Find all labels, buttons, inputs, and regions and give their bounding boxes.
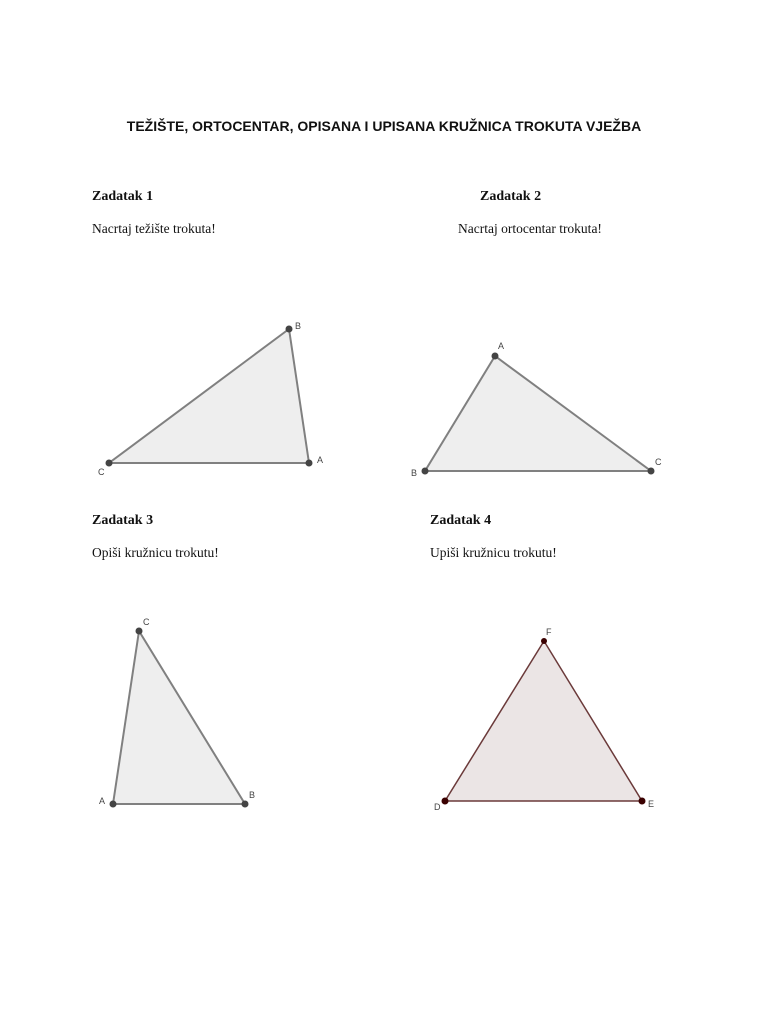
triangle-3-label-c: C: [143, 617, 150, 627]
triangle-2-label-c: C: [655, 457, 662, 467]
task-1-heading: Zadatak 1: [92, 189, 154, 204]
triangle-3-label-a: A: [99, 796, 106, 806]
triangle-4-label-e: E: [648, 799, 655, 809]
triangle-3-shape: [113, 631, 245, 804]
triangle-2-label-b: B: [411, 468, 418, 478]
triangle-1-point-c: [106, 460, 113, 467]
triangle-4: [434, 627, 654, 812]
triangle-1-label-a: A: [317, 455, 324, 465]
triangle-3-point-a: [110, 801, 117, 808]
triangle-1-point-a: [306, 460, 313, 467]
triangle-4-shape: [445, 641, 642, 801]
triangle-3-point-c: [136, 628, 143, 635]
task-1-text: Nacrtaj težište trokuta!: [92, 221, 216, 236]
triangle-2-point-b: [422, 468, 429, 475]
triangle-2-label-a: A: [498, 341, 505, 351]
triangle-1-shape: [109, 329, 309, 463]
triangle-4-point-f: [541, 638, 547, 644]
triangle-1-label-c: C: [98, 467, 105, 477]
triangle-2-point-c: [648, 468, 655, 475]
triangle-4-label-f: F: [546, 627, 552, 637]
triangle-4-point-d: [442, 798, 449, 805]
triangle-1-point-b: [286, 326, 293, 333]
page-title: TEŽIŠTE, ORTOCENTAR, OPISANA I UPISANA KRUŽNICA TROKUTA VJEŽBA: [126, 118, 642, 134]
triangle-4-point-e: [639, 798, 646, 805]
task-4-heading: Zadatak 4: [430, 513, 492, 528]
triangle-3-point-b: [242, 801, 249, 808]
triangle-2-point-a: [492, 353, 499, 360]
task-2-heading: Zadatak 2: [480, 189, 542, 204]
task-3-heading: Zadatak 3: [92, 513, 154, 528]
triangle-2: [411, 341, 662, 478]
task-2-text: Nacrtaj ortocentar trokuta!: [458, 221, 602, 236]
triangle-1-label-b: B: [295, 321, 302, 331]
triangle-3-label-b: B: [249, 790, 256, 800]
triangle-3: [99, 617, 255, 808]
task-4-text: Upiši kružnicu trokutu!: [430, 545, 557, 560]
triangle-2-shape: [425, 356, 651, 471]
triangle-4-label-d: D: [434, 802, 441, 812]
task-3-text: Opiši kružnicu trokutu!: [92, 545, 219, 560]
triangle-1: [98, 321, 323, 477]
